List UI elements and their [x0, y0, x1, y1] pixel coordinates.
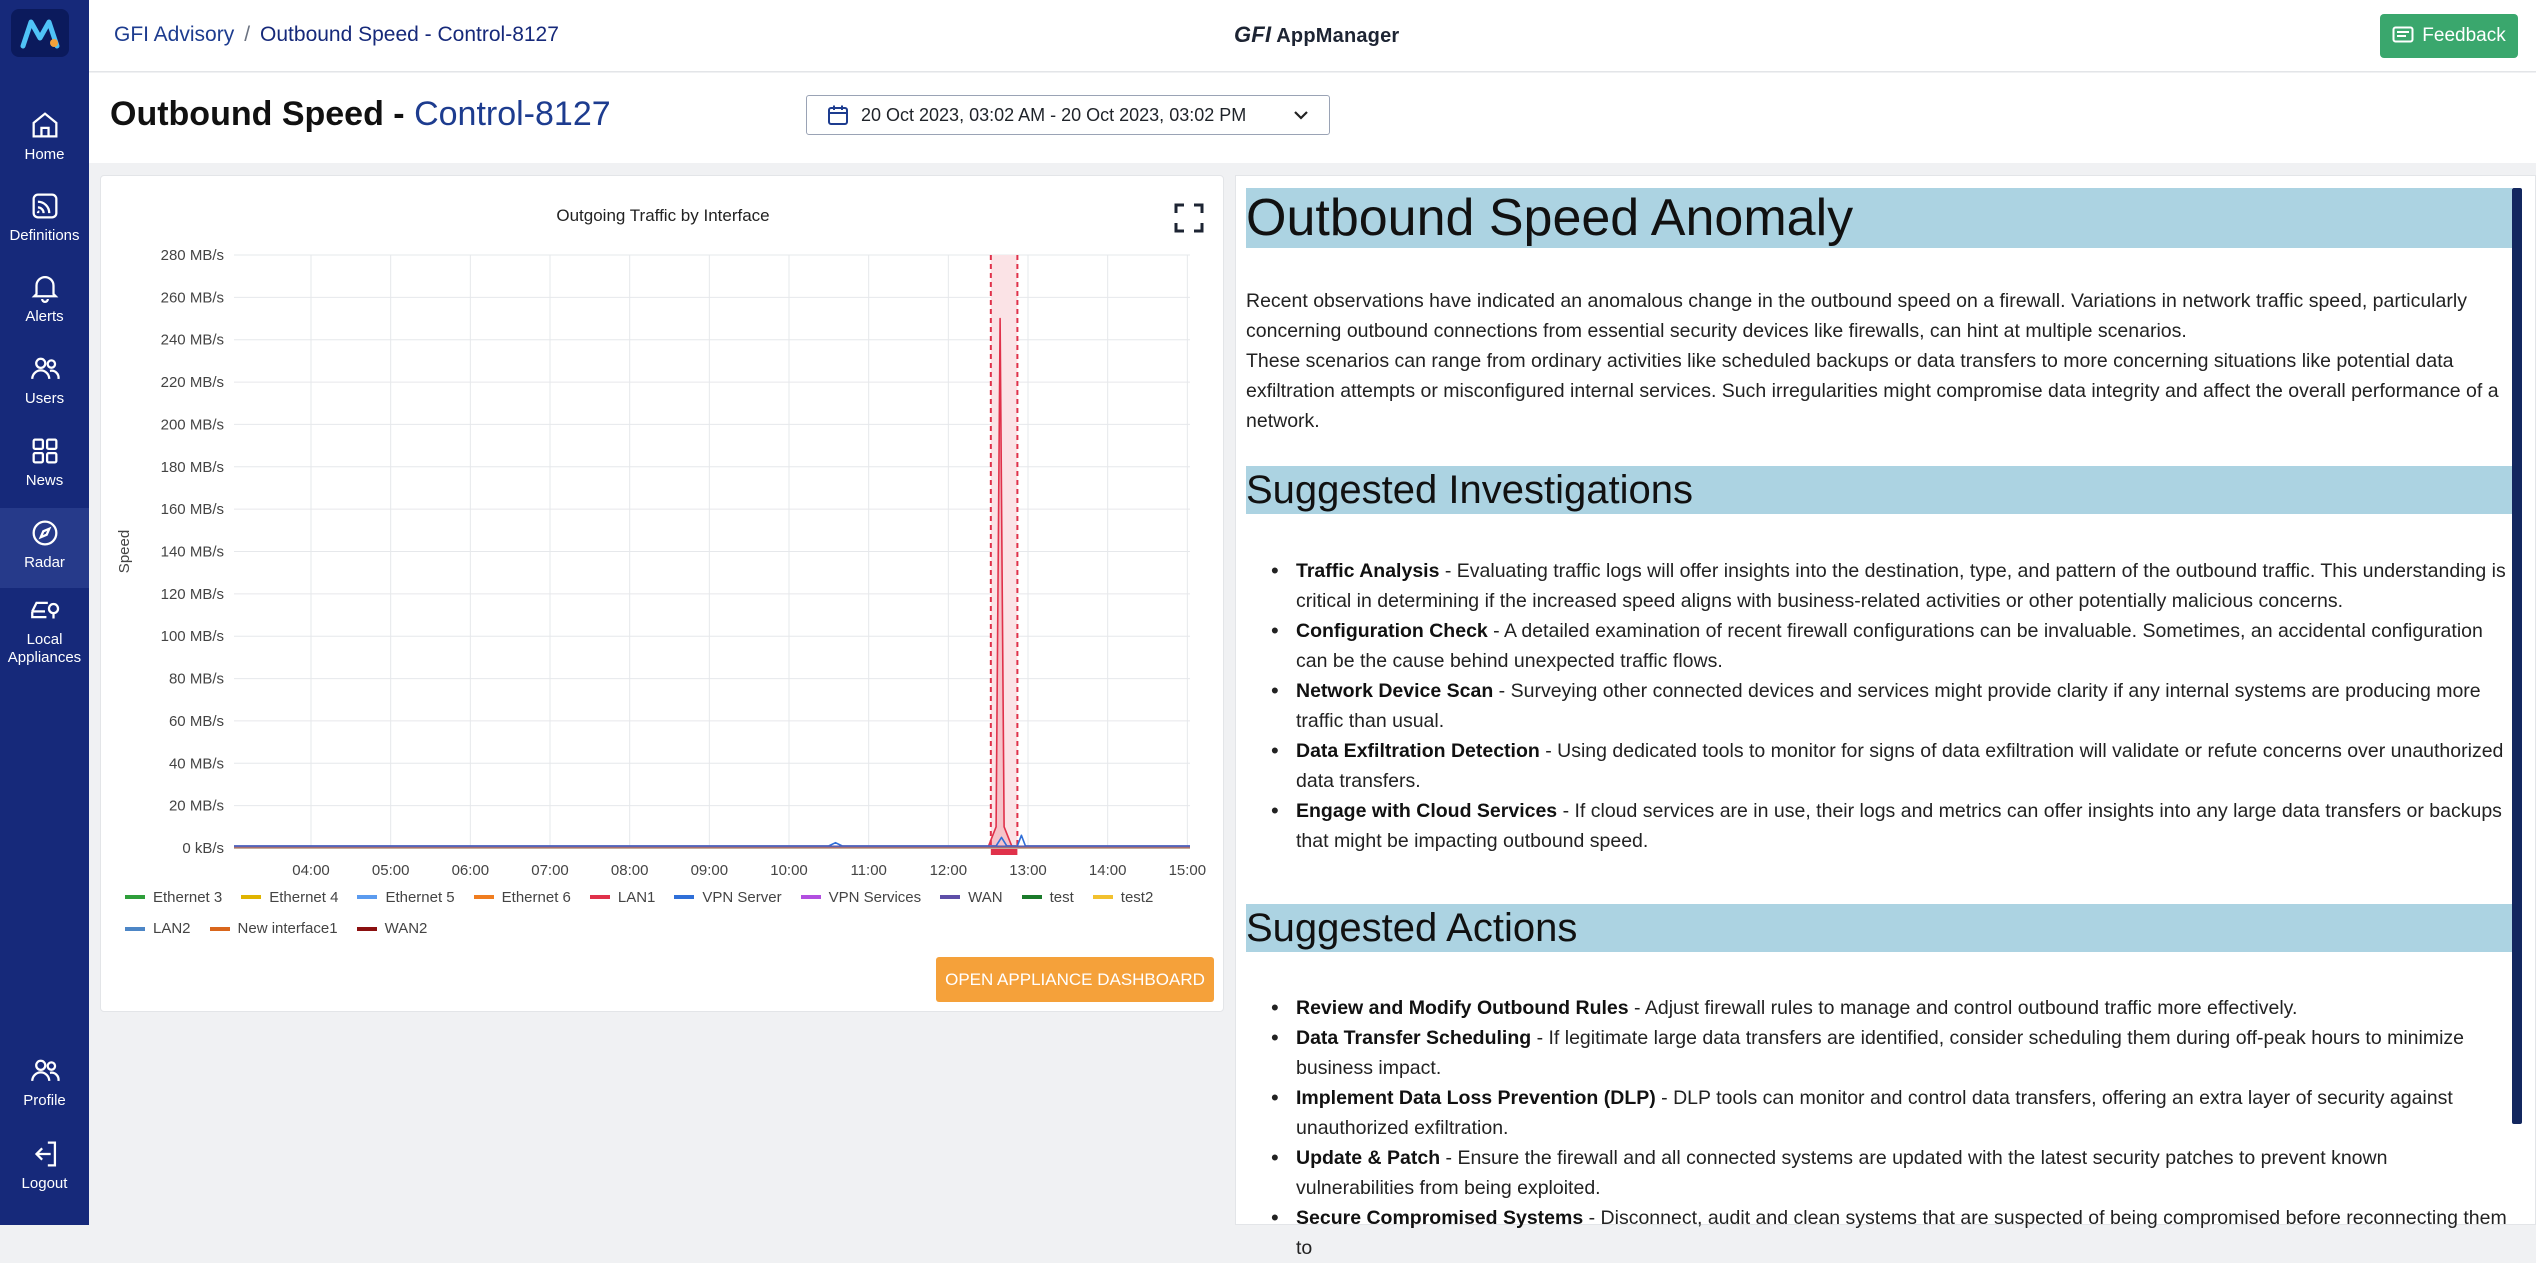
y-tick-label: 60 MB/s [168, 712, 224, 730]
x-tick-label: 14:00 [1088, 862, 1127, 879]
anomaly-info-panel [1235, 175, 2536, 1259]
legend-label: WAN [968, 888, 1003, 906]
y-tick-label: 260 MB/s [160, 289, 224, 307]
list-item-text: - Using dedicated tools to monitor for signs of data exfiltration will validate or refute concerns over unauthorized data transfers. [1296, 740, 2504, 792]
legend-label: Ethernet 3 [153, 888, 223, 906]
list-item-text: - Adjust firewall rules to manage and control outbound traffic more effectively. [1628, 997, 2298, 1019]
list-item-title: Secure Compromised Systems [1296, 1207, 1584, 1229]
list-item-title: Data Exfiltration Detection [1296, 740, 1540, 762]
outgoing-traffic-chart [101, 176, 1225, 879]
users-icon [28, 352, 62, 386]
y-tick-label: 220 MB/s [160, 374, 224, 392]
legend-item[interactable] [1022, 883, 1074, 912]
list-item-text: - Evaluating traffic logs will offer insights into the destination, type, and pattern of the outbound traffic. This understanding is critical in determining if the increased speed aligns with business-related activities or other potentially malicious concerns. [1296, 560, 2506, 612]
open-appliance-dashboard-button[interactable]: OPEN APPLIANCE DASHBOARD [936, 957, 1214, 1002]
sidebar-item-label: Logout [21, 1175, 68, 1192]
panel-scrollbar[interactable] [2512, 188, 2522, 1124]
page-title [110, 95, 611, 134]
list-item-title: Network Device Scan [1296, 680, 1494, 702]
legend-label: Ethernet 5 [385, 888, 455, 906]
list-item-text: - If legitimate large data transfers are identified, consider scheduling them during off-peak hours to minimize business impact. [1296, 1027, 2465, 1079]
x-tick-label: 15:00 [1168, 862, 1207, 879]
list-item-text: - Disconnect, audit and clean systems that are suspected of being compromised before reconnecting them to [1296, 1207, 2507, 1259]
legend-swatch [357, 927, 377, 931]
date-range-value: 20 Oct 2023, 03:02 AM - 20 Oct 2023, 03:02 PM [861, 104, 1247, 125]
list-item-title: Implement Data Loss Prevention (DLP) [1296, 1087, 1656, 1109]
bell-icon [28, 270, 62, 304]
sidebar-item-label: Home [24, 146, 65, 163]
legend-label: LAN1 [617, 888, 656, 906]
sidebar-item-label: Profile [23, 1092, 66, 1109]
list-item-text: - DLP tools can monitor and control data transfers, offering an extra layer of security against unauthorized exfiltration. [1296, 1087, 2453, 1139]
grid-icon [28, 434, 62, 468]
fullscreen-icon[interactable] [1174, 203, 1204, 233]
app-logo[interactable] [11, 9, 69, 57]
actions-heading: Suggested Actions [1246, 904, 2512, 952]
x-tick-label: 13:00 [1009, 862, 1047, 879]
sidebar-item-label: Local Appliances [7, 631, 82, 666]
list-item [1271, 796, 2509, 856]
sidebar-item-label: Users [24, 390, 65, 407]
list-item [1271, 1143, 2509, 1203]
intro-paragraph-1: Recent observations have indicated an anomalous change in the outbound speed on a firewall. Variations in network traffic speed, particularly concerning outbound connections from essential security devices like firewalls, can hint at multiple scenarios. [1246, 290, 2467, 342]
list-item-text: - Ensure the firewall and all connected systems are updated with the latest security patches to prevent known vulnerabilities from being exploited. [1296, 1147, 2388, 1199]
sidebar-item-profile[interactable] [0, 1054, 89, 1118]
chart-title: Outgoing Traffic by Interface [556, 206, 770, 225]
legend-item[interactable] [474, 883, 571, 912]
list-item [1271, 1083, 2509, 1143]
legend-label: VPN Server [702, 888, 782, 906]
legend-swatch [125, 895, 145, 899]
legend-item[interactable] [125, 914, 191, 943]
x-tick-label: 08:00 [610, 862, 649, 879]
x-tick-label: 07:00 [531, 862, 569, 879]
legend-label: Ethernet 6 [501, 888, 571, 906]
legend-swatch [241, 895, 261, 899]
list-item-text: - Surveying other connected devices and services might provide clarity if any internal systems are producing more traffic than usual. [1296, 680, 2481, 732]
legend-item[interactable] [674, 883, 781, 912]
list-item [1271, 736, 2509, 796]
legend-swatch [940, 895, 960, 899]
legend-swatch [125, 927, 145, 931]
x-tick-label: 06:00 [451, 862, 490, 879]
chevron-down-icon [1293, 110, 1309, 120]
page-title-prefix: Outbound Speed - [110, 95, 415, 133]
top-bar [89, 0, 2536, 72]
logo-icon [20, 16, 60, 50]
breadcrumb [114, 23, 559, 47]
rss-icon [28, 189, 62, 223]
legend-label: WAN2 [384, 920, 428, 937]
legend-item[interactable] [590, 883, 656, 912]
legend-item[interactable] [1093, 883, 1154, 912]
x-tick-label: 05:00 [371, 862, 410, 879]
series-line [234, 319, 1190, 847]
title-bar [89, 73, 2536, 163]
sidebar [0, 0, 89, 1225]
feedback-label: Feedback [2422, 25, 2506, 46]
list-item [1271, 1203, 2509, 1263]
y-tick-label: 0 kB/s [182, 840, 224, 857]
actions-list [1271, 993, 2509, 1263]
legend-swatch [1022, 895, 1042, 899]
feedback-button[interactable] [2380, 14, 2518, 58]
legend-label: VPN Services [828, 888, 922, 906]
x-tick-label: 04:00 [292, 862, 330, 879]
legend-item[interactable] [125, 883, 222, 912]
chart-legend [125, 880, 1205, 943]
y-tick-label: 40 MB/s [168, 755, 224, 773]
breadcrumb-separator: / [244, 23, 251, 46]
sidebar-item-users[interactable] [0, 352, 89, 416]
list-item-title: Engage with Cloud Services [1296, 800, 1558, 822]
legend-swatch [590, 895, 610, 899]
list-item [1271, 993, 2509, 1023]
list-item-title: Configuration Check [1296, 620, 1488, 642]
y-tick-label: 20 MB/s [168, 797, 224, 815]
legend-swatch [801, 895, 821, 899]
sidebar-item-label: News [25, 472, 64, 489]
sidebar-item-local-appliances[interactable] [0, 593, 89, 665]
legend-label: LAN2 [153, 920, 191, 937]
list-item-title: Review and Modify Outbound Rules [1296, 997, 1629, 1019]
legend-swatch [474, 895, 494, 899]
y-tick-label: 280 MB/s [160, 247, 224, 264]
compass-icon [28, 516, 62, 550]
breadcrumb-current: Outbound Speed - Control-8127 [260, 23, 559, 46]
breadcrumb-root-link[interactable]: GFI Advisory [114, 23, 235, 46]
series-line [234, 835, 1190, 846]
list-item [1271, 1023, 2509, 1083]
sidebar-item-label: Alerts [25, 308, 64, 325]
legend-label: test [1049, 888, 1074, 906]
brand-name: AppManager [1276, 25, 1400, 47]
legend-item[interactable] [357, 914, 428, 943]
investigations-list [1271, 556, 2509, 856]
legend-swatch [674, 895, 694, 899]
series-area [234, 319, 1190, 849]
appliance-icon [28, 593, 62, 627]
profile-icon [28, 1054, 62, 1088]
sidebar-item-home[interactable] [0, 108, 89, 172]
y-tick-label: 200 MB/s [160, 416, 224, 434]
legend-swatch [357, 895, 377, 899]
list-item [1271, 556, 2509, 616]
date-range-picker[interactable] [806, 95, 1330, 135]
sidebar-item-logout[interactable] [0, 1137, 89, 1201]
brand-logo [1234, 22, 1399, 48]
list-item [1271, 676, 2509, 736]
legend-item[interactable] [210, 914, 338, 943]
legend-swatch [210, 927, 230, 931]
legend-swatch [1093, 895, 1113, 899]
logout-icon [28, 1137, 62, 1171]
chart-card [100, 175, 1224, 1012]
anomaly-heading: Outbound Speed Anomaly [1246, 188, 2512, 248]
legend-item[interactable] [940, 883, 1002, 912]
y-axis-label: Speed [116, 529, 133, 574]
y-tick-label: 160 MB/s [160, 501, 224, 519]
x-tick-label: 12:00 [929, 862, 968, 879]
y-tick-label: 80 MB/s [168, 670, 224, 688]
legend-item[interactable] [801, 883, 922, 912]
home-icon [28, 108, 62, 142]
anomaly-marker [991, 849, 1018, 855]
sidebar-item-alerts[interactable] [0, 270, 89, 334]
sidebar-item-definitions[interactable] [0, 189, 89, 253]
sidebar-item-label: Radar [24, 554, 65, 571]
page-title-device: Control-8127 [414, 95, 611, 133]
list-item [1271, 616, 2509, 676]
sidebar-item-news[interactable] [0, 434, 89, 498]
y-tick-label: 120 MB/s [160, 585, 224, 603]
brand-gfi: GFI [1234, 22, 1272, 47]
intro-paragraph-2: These scenarios can range from ordinary activities like scheduled backups or data transfers to more concerning situations like potential data exfiltration attempts or misconfigured internal services. Such irregularities might compromise data integrity and affect the overall performance of a network. [1246, 350, 2499, 432]
x-tick-label: 09:00 [690, 862, 729, 879]
legend-label: test2 [1120, 888, 1154, 906]
list-item-title: Update & Patch [1296, 1147, 1441, 1169]
sidebar-item-label: Definitions [9, 227, 80, 244]
x-tick-label: 10:00 [770, 862, 808, 879]
list-item-text: - If cloud services are in use, their logs and metrics can offer insights into any large data transfers or backups that might be impacting outbound speed. [1296, 800, 2502, 852]
legend-label: Ethernet 4 [269, 888, 339, 906]
y-tick-label: 240 MB/s [160, 331, 224, 349]
y-tick-label: 180 MB/s [160, 458, 224, 476]
investigations-heading: Suggested Investigations [1246, 466, 2512, 514]
y-tick-label: 140 MB/s [160, 543, 224, 561]
y-tick-label: 100 MB/s [160, 628, 224, 646]
legend-label: New interface1 [237, 920, 338, 937]
list-item-text: - A detailed examination of recent firewall configurations can be invaluable. Sometimes, an accidental configuration can be the cause behind unexpected traffic flows. [1296, 620, 2483, 672]
legend-item[interactable] [241, 883, 338, 912]
legend-item[interactable] [357, 883, 454, 912]
calendar-icon [827, 104, 849, 126]
x-tick-label: 11:00 [850, 862, 887, 879]
chat-icon [2392, 26, 2414, 46]
list-item-title: Traffic Analysis [1296, 560, 1440, 582]
sidebar-item-radar[interactable] [0, 508, 89, 588]
list-item-title: Data Transfer Scheduling [1296, 1027, 1532, 1049]
